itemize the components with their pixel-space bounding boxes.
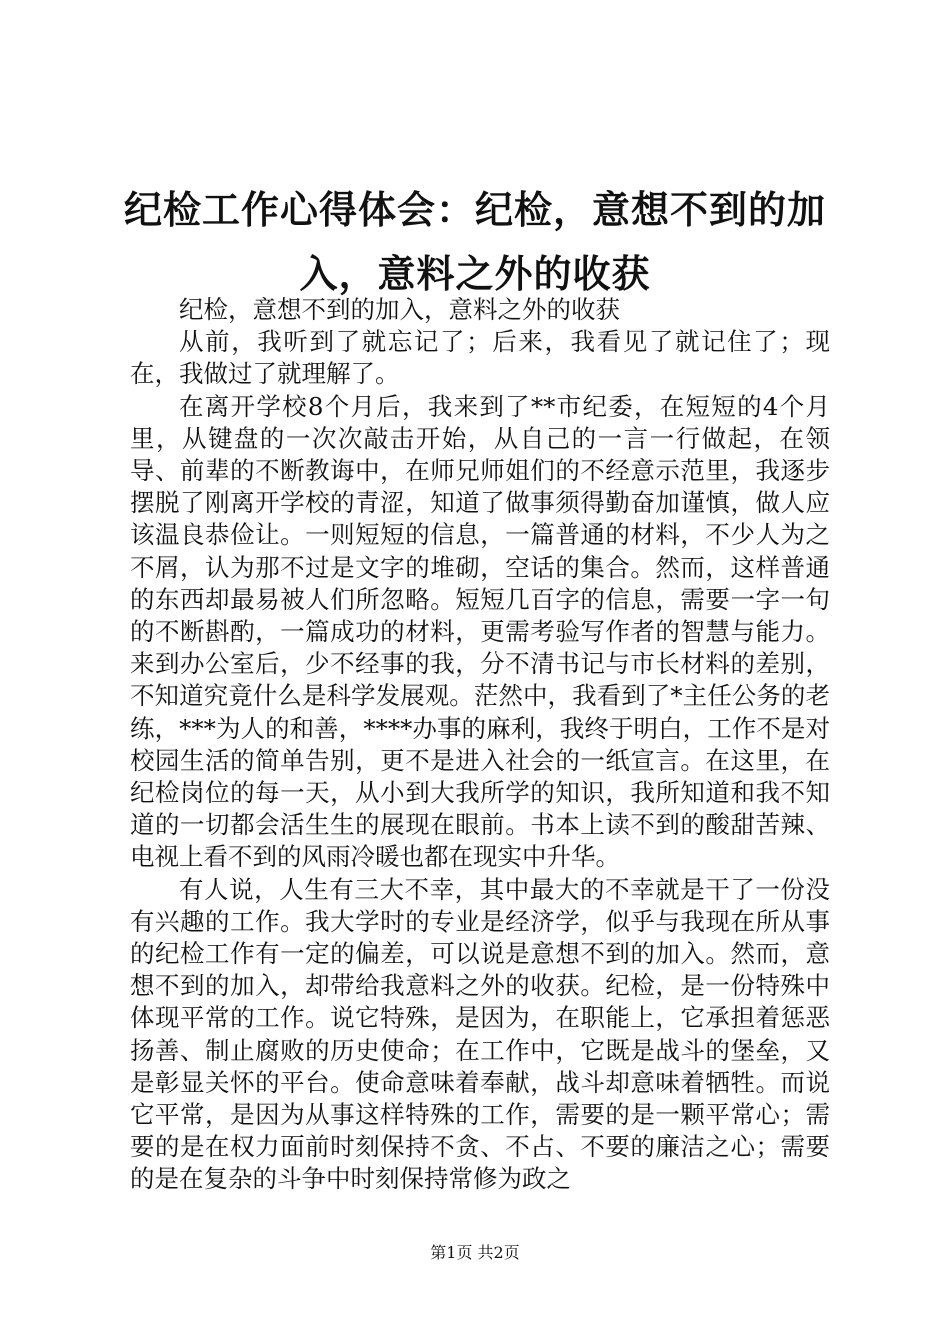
document-title: 纪检工作心得体会：纪检，意想不到的加入，意料之外的收获 (123, 187, 826, 296)
paragraph-intro: 从前，我听到了就忘记了；后来，我看见了就记住了；现在，我做过了就理解了。 (130, 327, 830, 389)
document-body (130, 294, 830, 1196)
paragraph-experience: 在离开学校8个月后，我来到了**市纪委，在短短的4个月里，从键盘的一次次敲击开始，从自己的一言一行做起，在领导、前辈的不断教诲中，在师兄师姐们的不经意示范里，我逐步摆脱了刚离开学校的青涩，知道了做事须得勤奋加谨慎，做人应该温良恭俭让。一则短短的信息，一篇普通的材料，不少人为之不屑，认为那不过是文字的堆砌，空话的集合。然而，这样普通的东西却最易被人们所忽略。短短几百字的信息，需要一字一句的不断斟酌，一篇成功的材料，更需考验写作者的智慧与能力。来到办公室后，少不经事的我，分不清书记与市长材料的差别，不知道究竟什么是科学发展观。茫然中，我看到了*主任公务的老练，***为人的和善，****办事的麻利，我终于明白，工作不是对校园生活的简单告别，更不是进入社会的一纸宣言。在这里，在纪检岗位的每一天，从小到大我所学的知识，我所知道和我不知道的一切都会活生生的展现在眼前。书本上读不到的酸甜苦辣、电视上看不到的风雨冷暖也都在现实中升华。 (130, 391, 830, 872)
page-footer: 第1页 共2页 (430, 1243, 520, 1262)
paragraph-reflection: 有人说，人生有三大不幸，其中最大的不幸就是干了一份没有兴趣的工作。我大学时的专业是经济学，似乎与我现在所从事的纪检工作有一定的偏差，可以说是意想不到的加入。然而，意想不到的加入，却带给我意料之外的收获。纪检，是一份特殊中体现平常的工作。说它特殊，是因为，在职能上，它承担着惩恶扬善、制止腐败的历史使命；在工作中，它既是战斗的堡垒，又是彰显关怀的平台。使命意味着奉献，战斗却意味着牺牲。而说它平常，是因为从事这样特殊的工作，需要的是一颗平常心；需要的是在权力面前时刻保持不贪、不占、不要的廉洁之心；需要的是在复杂的斗争中时刻保持常修为政之 (130, 874, 830, 1194)
paragraph-subtitle: 纪检，意想不到的加入，意料之外的收获 (179, 295, 620, 324)
